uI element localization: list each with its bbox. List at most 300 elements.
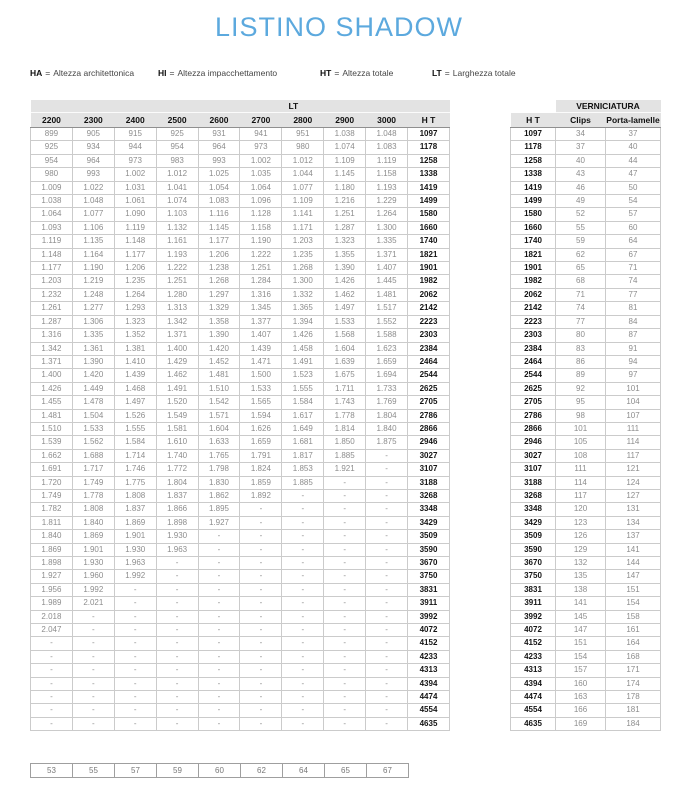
table-cell: -	[282, 691, 324, 704]
table-row	[31, 275, 450, 288]
table-row	[31, 221, 450, 234]
table-row	[31, 677, 450, 690]
table-row	[31, 597, 450, 610]
table-cell: 1.691	[31, 463, 73, 476]
table-row	[31, 516, 450, 529]
table-cell: 1.956	[31, 583, 73, 596]
table-row	[511, 624, 661, 637]
table-cell: 1.898	[156, 516, 198, 529]
table-cell: -	[114, 691, 156, 704]
table-cell: -	[282, 503, 324, 516]
table-row	[511, 154, 661, 167]
table-cell: 132	[556, 557, 606, 570]
ht-cell: 3670	[408, 557, 450, 570]
table-cell: 1.901	[72, 543, 114, 556]
table-cell: 1.659	[240, 436, 282, 449]
table-cell: 1.778	[72, 489, 114, 502]
table-cell: -	[324, 624, 366, 637]
table-cell: -	[324, 570, 366, 583]
table-cell: -	[366, 503, 408, 516]
table-cell: 1.106	[72, 221, 114, 234]
table-row	[31, 570, 450, 583]
table-cell: 114	[556, 476, 606, 489]
table-cell: -	[156, 677, 198, 690]
table-cell: 1.203	[282, 235, 324, 248]
table-cell: 951	[282, 128, 324, 141]
ht-cell: 4635	[511, 717, 556, 730]
table-row	[511, 704, 661, 717]
table-cell: 1.901	[114, 530, 156, 543]
table-cell: 1.775	[114, 476, 156, 489]
table-cell: 43	[556, 168, 606, 181]
ht-cell: 3509	[511, 530, 556, 543]
ht-cell: 2384	[511, 342, 556, 355]
table-row	[31, 717, 450, 730]
ht-cell: 4313	[408, 664, 450, 677]
table-cell: 1.216	[324, 195, 366, 208]
table-cell: 1.989	[31, 597, 73, 610]
table-cell: -	[324, 543, 366, 556]
table-cell: -	[366, 677, 408, 690]
table-cell: 980	[31, 168, 73, 181]
table-cell: 123	[556, 516, 606, 529]
ht-cell: 2223	[408, 315, 450, 328]
table-cell: 1.251	[240, 262, 282, 275]
legend-item-lt: LT = Larghezza totale	[432, 68, 516, 78]
table-cell: -	[366, 583, 408, 596]
table-cell: 111	[556, 463, 606, 476]
table-cell: 1.206	[114, 262, 156, 275]
table-cell: 62	[556, 248, 606, 261]
table-row	[31, 422, 450, 435]
table-cell: 77	[556, 315, 606, 328]
table-cell: -	[282, 557, 324, 570]
table-cell: 1.837	[156, 489, 198, 502]
table-cell: 1.772	[156, 463, 198, 476]
table-cell: 1.041	[156, 181, 198, 194]
ht-cell: 1499	[511, 195, 556, 208]
table-cell: 68	[556, 275, 606, 288]
ht-cell: 4233	[511, 650, 556, 663]
table-cell: 1.675	[324, 369, 366, 382]
table-cell: 1.335	[366, 235, 408, 248]
ht-cell: 4313	[511, 664, 556, 677]
table-cell: 1.491	[282, 355, 324, 368]
table-cell: 1.885	[324, 449, 366, 462]
table-cell: 163	[556, 691, 606, 704]
table-cell: 117	[606, 449, 661, 462]
table-cell: 1.031	[114, 181, 156, 194]
table-cell: 1.093	[31, 221, 73, 234]
table-row	[511, 248, 661, 261]
ht-cell: 4474	[511, 691, 556, 704]
ht-cell: 3992	[408, 610, 450, 623]
table-cell: 1.930	[156, 530, 198, 543]
table-cell: 1.077	[282, 181, 324, 194]
table-cell: 74	[606, 275, 661, 288]
ht-cell: 2544	[511, 369, 556, 382]
table-cell: 46	[556, 181, 606, 194]
table-row	[511, 235, 661, 248]
table-cell: -	[366, 704, 408, 717]
table-row	[511, 691, 661, 704]
table-cell: 98	[556, 409, 606, 422]
table-cell: 97	[606, 369, 661, 382]
table-cell: -	[324, 637, 366, 650]
table-cell: 980	[282, 141, 324, 154]
table-cell: 157	[556, 664, 606, 677]
ht-cell: 3348	[408, 503, 450, 516]
table-cell: -	[156, 704, 198, 717]
table-cell: -	[114, 717, 156, 730]
table-cell: 1.749	[72, 476, 114, 489]
table-cell: 1.410	[114, 355, 156, 368]
table-cell: -	[366, 597, 408, 610]
table-cell: -	[198, 570, 240, 583]
table-cell: 1.280	[156, 288, 198, 301]
table-cell: 169	[556, 717, 606, 730]
table-cell: 1.517	[366, 302, 408, 315]
table-cell: -	[72, 650, 114, 663]
ht-cell: 3107	[408, 463, 450, 476]
table-cell: 1.584	[282, 396, 324, 409]
table-cell: 121	[606, 463, 661, 476]
table-cell: 145	[556, 610, 606, 623]
table-cell: -	[114, 677, 156, 690]
table-cell: 1.960	[72, 570, 114, 583]
table-cell: 1.264	[114, 288, 156, 301]
table-cell: 49	[556, 195, 606, 208]
table-cell: 1.568	[324, 329, 366, 342]
table-cell: 1.365	[282, 302, 324, 315]
ht-cell: 3348	[511, 503, 556, 516]
table-cell: -	[366, 691, 408, 704]
table-row	[31, 288, 450, 301]
table-cell: 151	[556, 637, 606, 650]
table-cell: -	[282, 516, 324, 529]
table-cell: 1.277	[72, 302, 114, 315]
table-cell: 101	[556, 422, 606, 435]
table-row	[511, 141, 661, 154]
ht-cell: 3509	[408, 530, 450, 543]
table-cell: 126	[556, 530, 606, 543]
ht-cell: 1982	[511, 275, 556, 288]
column-header: 3000	[366, 113, 408, 128]
table-cell: -	[282, 610, 324, 623]
bottom-strip-cell: 60	[199, 763, 241, 778]
ht-cell: 3911	[408, 597, 450, 610]
table-cell: -	[72, 637, 114, 650]
table-cell: 1.639	[324, 355, 366, 368]
table-row	[31, 691, 450, 704]
table-cell: 1.038	[324, 128, 366, 141]
column-header: 2800	[282, 113, 324, 128]
table-row	[31, 650, 450, 663]
table-cell: 1.238	[198, 262, 240, 275]
ht-cell: 3429	[408, 516, 450, 529]
table-cell: 1.381	[114, 342, 156, 355]
ht-cell: 3268	[511, 489, 556, 502]
table-cell: 1.400	[156, 342, 198, 355]
bottom-strip-cell: 64	[283, 763, 325, 778]
ht-cell: 1419	[511, 181, 556, 194]
table-cell: -	[72, 610, 114, 623]
table-cell: 59	[556, 235, 606, 248]
table-cell: 158	[606, 610, 661, 623]
table-cell: 1.659	[366, 355, 408, 368]
ht-cell: 1258	[511, 154, 556, 167]
ht-cell: 1258	[408, 154, 450, 167]
column-header: 2600	[198, 113, 240, 128]
table-cell: 1.400	[31, 369, 73, 382]
table-cell: 1.377	[240, 315, 282, 328]
table-row	[511, 128, 661, 141]
table-row	[31, 396, 450, 409]
table-row	[31, 195, 450, 208]
ht-cell: 1419	[408, 181, 450, 194]
table-cell: 1.251	[324, 208, 366, 221]
table-cell: 1.610	[156, 436, 198, 449]
table-cell: 1.688	[72, 449, 114, 462]
table-cell: 1.869	[114, 516, 156, 529]
table-row	[511, 181, 661, 194]
ht-cell: 2464	[511, 355, 556, 368]
verniciatura-table-body	[511, 128, 661, 731]
table-cell: -	[366, 516, 408, 529]
table-cell: 1.316	[31, 329, 73, 342]
table-cell: 1.352	[114, 329, 156, 342]
ht-cell: 2866	[511, 422, 556, 435]
table-cell: 1.497	[324, 302, 366, 315]
ht-cell: 2464	[408, 355, 450, 368]
table-cell: 1.817	[282, 449, 324, 462]
ht-cell: 2062	[511, 288, 556, 301]
table-cell: -	[324, 503, 366, 516]
table-cell: 1.206	[198, 248, 240, 261]
table-cell: 1.158	[366, 168, 408, 181]
table-cell: 1.804	[156, 476, 198, 489]
table-row	[31, 168, 450, 181]
table-cell: 1.500	[240, 369, 282, 382]
table-cell: 925	[31, 141, 73, 154]
table-row	[31, 329, 450, 342]
table-row	[511, 288, 661, 301]
table-cell: -	[31, 650, 73, 663]
table-row	[511, 208, 661, 221]
table-cell: -	[324, 610, 366, 623]
table-cell: 1.148	[31, 248, 73, 261]
legend-item-ha: HA = Altezza architettonica	[30, 68, 135, 78]
table-cell: -	[240, 704, 282, 717]
table-cell: 1.420	[72, 369, 114, 382]
table-row	[511, 463, 661, 476]
table-cell: -	[156, 583, 198, 596]
table-cell: 1.235	[114, 275, 156, 288]
ht-cell: 1821	[408, 248, 450, 261]
table-row	[31, 302, 450, 315]
table-cell: 101	[606, 382, 661, 395]
table-cell: 1.002	[240, 154, 282, 167]
table-cell: -	[324, 650, 366, 663]
table-cell: 1.371	[366, 248, 408, 261]
table-cell: 1.439	[114, 369, 156, 382]
table-cell: 1.808	[114, 489, 156, 502]
table-cell: 1.555	[282, 382, 324, 395]
table-row	[511, 489, 661, 502]
table-cell: 1.002	[114, 168, 156, 181]
table-cell: -	[324, 704, 366, 717]
table-row	[511, 583, 661, 596]
ht-cell: 2303	[408, 329, 450, 342]
ht-cell: 3831	[511, 583, 556, 596]
table-cell: -	[198, 650, 240, 663]
ht-cell: 1740	[511, 235, 556, 248]
table-cell: -	[282, 543, 324, 556]
table-cell: 1.323	[114, 315, 156, 328]
table-cell: 1.749	[31, 489, 73, 502]
table-cell: -	[366, 570, 408, 583]
table-row	[31, 664, 450, 677]
table-cell: 1.510	[31, 422, 73, 435]
table-cell: 131	[606, 503, 661, 516]
table-row	[31, 436, 450, 449]
table-cell: 954	[31, 154, 73, 167]
table-cell: 1.426	[324, 275, 366, 288]
column-header: 2500	[156, 113, 198, 128]
table-cell: 2.018	[31, 610, 73, 623]
ht-cell: 2786	[511, 409, 556, 422]
table-row	[31, 248, 450, 261]
table-cell: 1.927	[31, 570, 73, 583]
bottom-strip-cell: 57	[115, 763, 157, 778]
table-cell: -	[31, 637, 73, 650]
table-cell: 1.164	[72, 248, 114, 261]
ht-cell: 4072	[511, 624, 556, 637]
table-cell: 111	[606, 422, 661, 435]
table-cell: 1.141	[282, 208, 324, 221]
table-cell: 1.161	[156, 235, 198, 248]
table-cell: 1.850	[324, 436, 366, 449]
ht-cell: 1338	[511, 168, 556, 181]
table-cell: 1.261	[31, 302, 73, 315]
table-cell: 1.830	[198, 476, 240, 489]
table-cell: 141	[556, 597, 606, 610]
column-header: 2200	[31, 113, 73, 128]
table-cell: -	[31, 704, 73, 717]
table-cell: 1.533	[240, 382, 282, 395]
table-cell: 1.251	[156, 275, 198, 288]
table-cell: 1.342	[31, 342, 73, 355]
table-cell: -	[114, 624, 156, 637]
table-cell: 71	[606, 262, 661, 275]
table-cell: 1.096	[240, 195, 282, 208]
table-row	[511, 315, 661, 328]
price-table-header-row	[31, 113, 450, 128]
table-cell: 1.808	[72, 503, 114, 516]
table-cell: -	[156, 664, 198, 677]
table-cell: 1.898	[31, 557, 73, 570]
ht-cell: 2223	[511, 315, 556, 328]
table-cell: 1.895	[198, 503, 240, 516]
table-row	[31, 369, 450, 382]
table-cell: 1.268	[198, 275, 240, 288]
table-cell: -	[324, 664, 366, 677]
table-cell: 1.824	[240, 463, 282, 476]
ht-cell: 1740	[408, 235, 450, 248]
ht-cell: 1178	[408, 141, 450, 154]
table-row	[511, 275, 661, 288]
table-cell: -	[156, 637, 198, 650]
table-row	[31, 262, 450, 275]
table-cell: 80	[556, 329, 606, 342]
table-cell: 1.455	[31, 396, 73, 409]
table-cell: -	[240, 570, 282, 583]
table-cell: -	[114, 597, 156, 610]
table-cell: 1.769	[366, 396, 408, 409]
table-cell: 1.694	[366, 369, 408, 382]
table-cell: 1.617	[282, 409, 324, 422]
table-cell: 67	[606, 248, 661, 261]
table-cell: 1.623	[366, 342, 408, 355]
table-cell: 1.361	[72, 342, 114, 355]
table-cell: 1.458	[282, 342, 324, 355]
table-cell: 1.869	[31, 543, 73, 556]
table-cell: -	[240, 664, 282, 677]
table-cell: -	[366, 637, 408, 650]
table-cell: 1.481	[31, 409, 73, 422]
table-cell: 1.471	[240, 355, 282, 368]
ht-cell: 1660	[511, 221, 556, 234]
table-cell: -	[240, 583, 282, 596]
ht-cell: 3590	[408, 543, 450, 556]
ht-cell: 2946	[408, 436, 450, 449]
table-cell: 1.235	[282, 248, 324, 261]
table-cell: 1.145	[324, 168, 366, 181]
table-cell: 1.358	[198, 315, 240, 328]
table-cell: 925	[156, 128, 198, 141]
table-cell: 1.077	[72, 208, 114, 221]
table-cell: 89	[556, 369, 606, 382]
table-row	[511, 355, 661, 368]
ht-cell: 4635	[408, 717, 450, 730]
table-cell: 1.287	[324, 221, 366, 234]
table-row	[31, 489, 450, 502]
table-cell: -	[324, 691, 366, 704]
ht-cell: 2303	[511, 329, 556, 342]
table-cell: 147	[606, 570, 661, 583]
table-cell: 1.022	[72, 181, 114, 194]
table-cell: -	[240, 691, 282, 704]
ht-cell: 1821	[511, 248, 556, 261]
table-cell: -	[240, 543, 282, 556]
table-cell: -	[198, 677, 240, 690]
table-cell: 2.021	[72, 597, 114, 610]
table-cell: 1.132	[156, 221, 198, 234]
table-cell: -	[282, 650, 324, 663]
table-cell: -	[72, 664, 114, 677]
table-cell: -	[156, 624, 198, 637]
ht-cell: 1580	[408, 208, 450, 221]
table-cell: 40	[606, 141, 661, 154]
table-row	[31, 342, 450, 355]
table-cell: 1.462	[324, 288, 366, 301]
table-cell: 1.588	[366, 329, 408, 342]
table-cell: 52	[556, 208, 606, 221]
table-cell: 1.814	[324, 422, 366, 435]
table-cell: 1.740	[156, 449, 198, 462]
table-row	[511, 422, 661, 435]
table-cell: -	[198, 704, 240, 717]
